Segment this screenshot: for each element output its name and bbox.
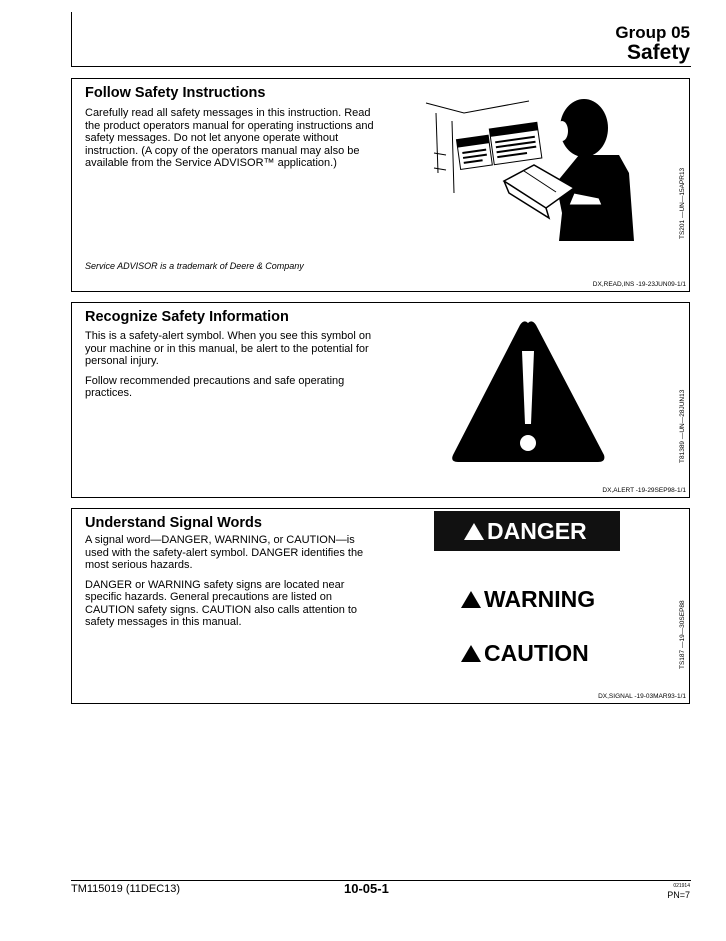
page-number: 10-05-1 [344,881,389,896]
paragraph: Follow recommended precautions and safe operating practices. [85,374,345,399]
danger-signal-word: DANGER [434,511,620,551]
date-code: 021914 [673,883,690,889]
alert-triangle-icon [461,591,481,608]
pn-number: PN=7 [667,890,690,900]
safety-alert-icon [448,319,608,464]
section-title: Follow Safety Instructions [85,85,266,101]
group-label: Group 05 [615,23,690,42]
warning-signal-word: WARNING [461,586,595,613]
section-title: Understand Signal Words [85,515,262,531]
reference-code: DX,ALERT -19-29SEP98-1/1 [602,487,686,494]
section-recognize-safety-information [71,302,690,498]
person-reading-manual-illustration [424,93,674,243]
alert-triangle-icon [461,645,481,662]
figure-id: T81389 —UN—28JUN13 [679,389,686,463]
section-body [85,330,380,407]
caution-signal-word: CAUTION [461,640,589,667]
figure-id: TS187 —19—30SEP88 [679,600,686,669]
reference-code: DX,SIGNAL -19-03MAR93-1/1 [598,693,686,700]
reference-code: DX,READ,INS -19-23JUN09-1/1 [592,281,686,288]
trademark-note: Service ADVISOR is a trademark of Deere & Company [85,261,304,271]
paragraph: DANGER or WARNING safety signs are located near specific hazards. General precautions are listed on CAUTION safety signs. CAUTION also calls attention to safety messages in this manual. [85,578,358,628]
paragraph: This is a safety-alert symbol. When you see this symbol on your machine or in this manual, be alert to the potential for personal injury. [85,330,372,367]
section-body [85,534,380,636]
section-body [85,107,380,177]
figure-id: TS201 —UN—15APR13 [679,167,686,239]
paragraph: Carefully read all safety messages in this instruction. Read the product operators manual for operating instructions and safety messages. Do not let anyone operate without instruction. (A copy of the operators manual may also be available from the Service ADVISOR™ application.) [85,107,374,169]
header-bottom-rule [71,66,691,67]
group-title: Safety [626,41,690,64]
section-title: Recognize Safety Information [85,309,289,325]
alert-triangle-icon [464,523,484,540]
section-follow-safety-instructions [71,78,690,292]
manual-number: TM115019 (11DEC13) [71,883,181,895]
paragraph: A signal word—DANGER, WARNING, or CAUTION—is used with the safety-alert symbol. DANGER identifies the most serious hazards. [85,534,364,571]
section-understand-signal-words [71,508,690,704]
header-left-rule [71,12,72,66]
